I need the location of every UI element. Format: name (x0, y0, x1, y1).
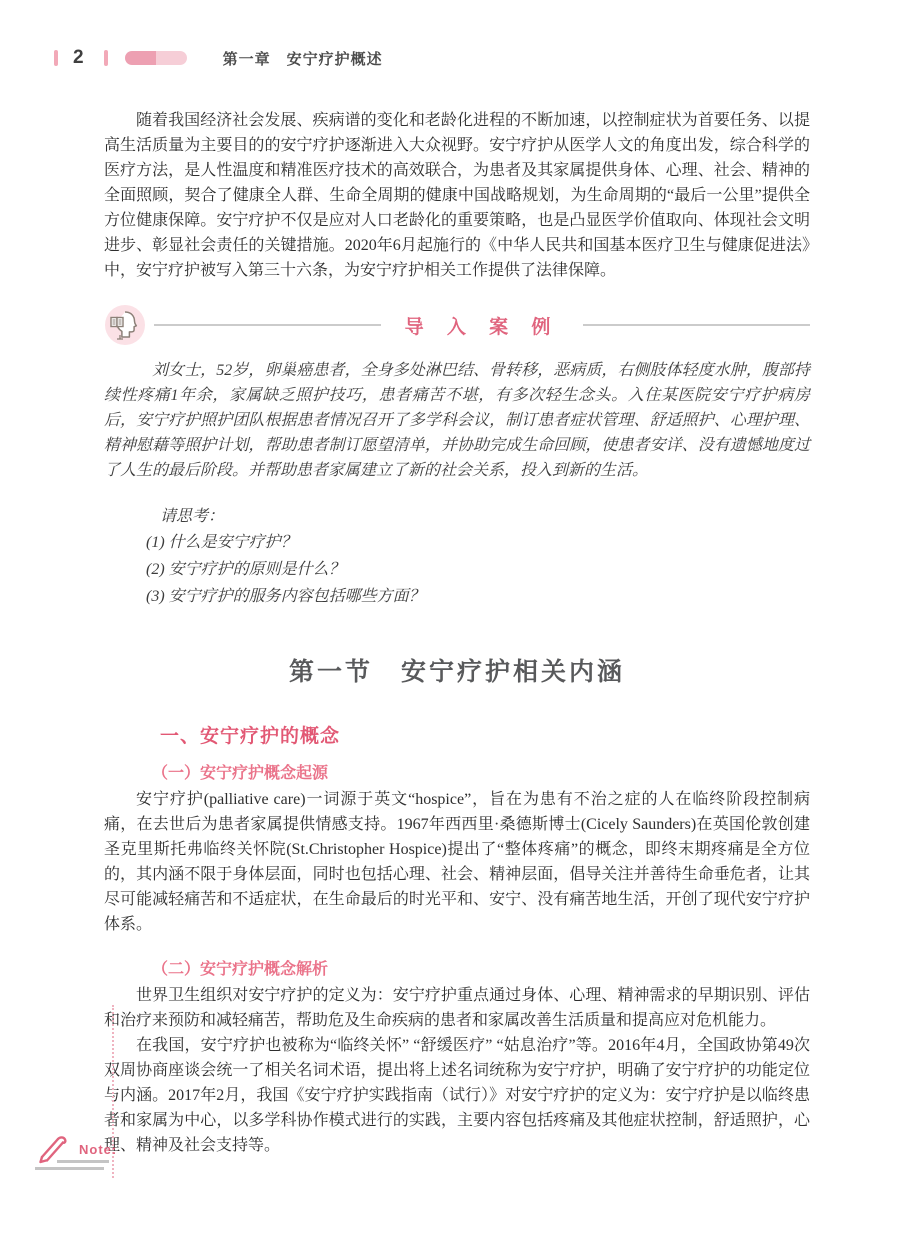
note-underline-top (57, 1160, 109, 1163)
main-content (104, 108, 810, 1158)
case-section-title: 导 入 案 例 (404, 316, 560, 338)
case-question-1: (1) 什么是安宁疗护？ (146, 534, 297, 551)
note-underline-bottom (35, 1167, 104, 1170)
reading-head-icon (104, 304, 146, 346)
chapter-title: 第一章 安宁疗护概述 (222, 50, 383, 68)
sub1-heading-origin: （一）安宁疗护概念起源 (152, 765, 329, 782)
sub2-heading-analysis: （二）安宁疗护概念解析 (152, 961, 329, 978)
page-number: 2 (73, 47, 84, 68)
header-bar-left (54, 50, 58, 66)
header-pill-decoration (125, 51, 187, 65)
case-divider-right (583, 324, 810, 326)
sub2-paragraph-who-definition: 世界卫生组织对安宁疗护的定义为：安宁疗护重点通过身体、心理、精神需求的早期识别、评估和治疗来预防和减轻痛苦，帮助危及生命疾病的患者和家属改善生活质量和提高应对危机能力。 (104, 987, 810, 1029)
case-body: 刘女士，52岁，卵巢癌患者，全身多处淋巴结、骨转移，恶病质，右侧肢体轻度水肿，腹部持续性疼痛1年余，家属缺乏照护技巧，患者痛苦不堪，有多次轻生念头。入住某医院安宁疗护病房后，安宁疗护照护团队根据患者情况召开了多学科会议，制订患者症状管理、舒适照护、心理护理、精神慰藉等照护计划，帮助患者制订愿望清单，并协助完成生命回顾，使患者安详、没有遗憾地度过了人生的最后阶段。并帮助患者家属建立了新的社会关系，投入到新的生活。 (104, 362, 810, 479)
case-divider-left (154, 324, 381, 326)
case-prompt: 请思考： (160, 508, 225, 525)
sub2-paragraph-china: 在我国，安宁疗护也被称为“临终关怀” “舒缓医疗” “姑息治疗”等。2016年4月，全国政协第49次双周协商座谈会统一了相关名词术语，提出将上述名词统称为安宁疗护，明确了安宁疗护的功能定位与内涵。2017年2月，我国《安宁疗护实践指南（试行）》对安宁疗护的定义为：安宁疗护是以临终患者和家属为中心，以多学科协作模式进行的实践，主要内容包括疼痛及其他症状控制，舒适照护，心理、精神及社会支持等。 (104, 1037, 810, 1154)
case-question-2: (2) 安宁疗护的原则是什么？ (146, 561, 345, 578)
sub1-paragraph: 安宁疗护(palliative care)一词源于英文“hospice”，旨在为患有不治之症的人在临终阶段控制病痛，在去世后为患者家属提供情感支持。1967年西西里·桑德斯博士(Cicely Saunders)在英国伦敦创建圣克里斯托弗临终关怀院(St.Christopher Hospice)提出了“整体疼痛”的概念，即终末期疼痛是全方位的，其内涵不限于身体层面，同时也包括心理、社会、精神层面，倡导关注并善待生命垂危者，让其尽可能减轻痛苦和不适症状，在生命最后的时光平和、安宁、没有痛苦地生活，开创了现代安宁疗护体系。 (104, 791, 810, 933)
intro-paragraph: 随着我国经济社会发展、疾病谱的变化和老龄化进程的不断加速，以控制症状为首要任务、以提高生活质量为主要目的的安宁疗护逐渐进入大众视野。安宁疗护从医学人文的角度出发，综合科学的医疗方法，是人性温度和精准医疗技术的高效联合，为患者及其家属提供身体、心理、社会、精神的全面照顾，契合了健康全人群、生命全周期的健康中国战略规划，为生命周期的“最后一公里”提供全方位健康保障。安宁疗护不仅是应对人口老龄化的重要策略，也是凸显医学价值取向、体现社会文明进步、彰显社会责任的关键措施。2020年6月起施行的《中华人民共和国基本医疗卫生与健康促进法》中，安宁疗护被写入第三十六条，为安宁疗护相关工作提供了法律保障。 (104, 112, 810, 279)
note-label: Note: (79, 1142, 118, 1157)
pill-light-half (156, 51, 187, 65)
case-section-header (104, 303, 810, 347)
header-bar-mid (104, 50, 108, 66)
case-question-3: (3) 安宁疗护的服务内容包括哪些方面？ (146, 588, 425, 605)
pill-dark-half (125, 51, 156, 65)
running-header (54, 47, 383, 69)
subsection-heading-concept: 一、安宁疗护的概念 (160, 726, 341, 747)
section-title: 第一节 安宁疗护相关内涵 (288, 658, 625, 686)
